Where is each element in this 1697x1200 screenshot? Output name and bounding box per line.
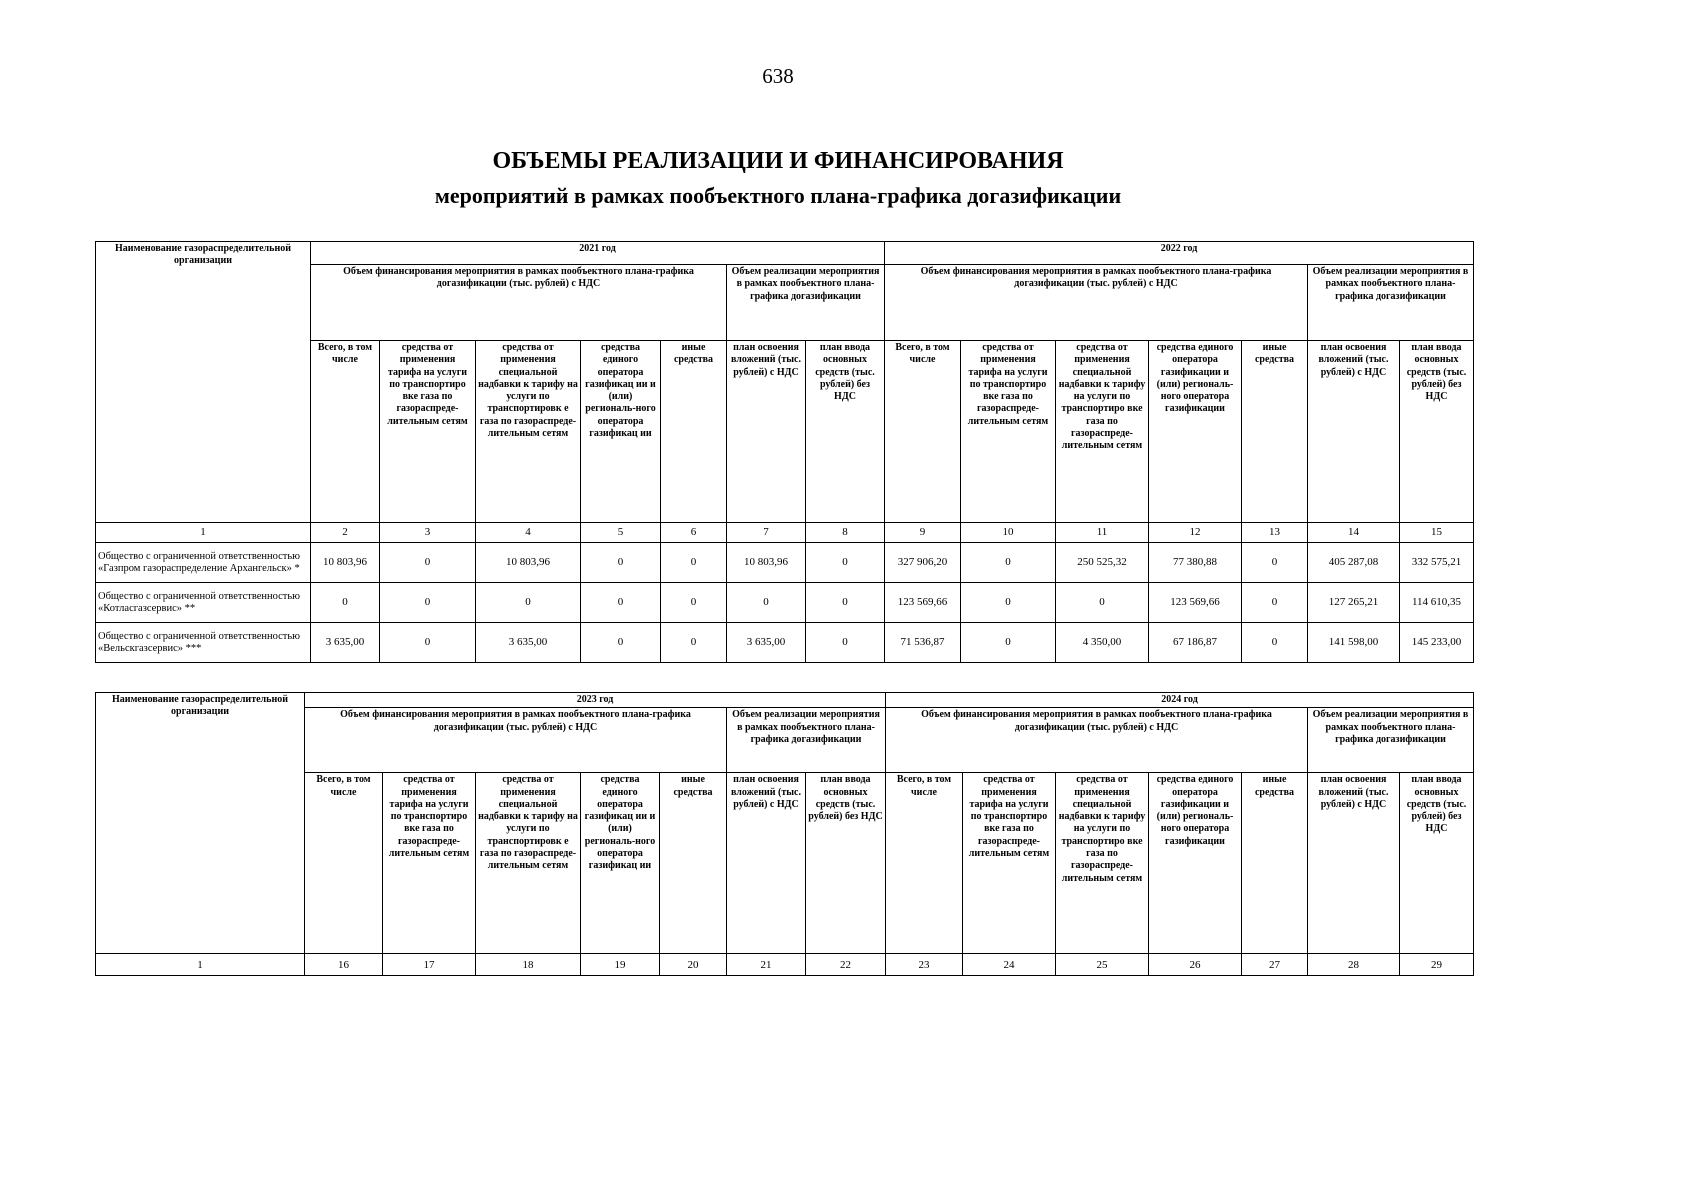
cell-value: 0 [581, 543, 661, 583]
cell-value: 10 803,96 [311, 543, 380, 583]
header-year: 2022 год [885, 242, 1474, 265]
column-number: 28 [1308, 954, 1400, 976]
header-col: Всего, в том числе [305, 773, 383, 954]
org-name: Общество с ограниченной ответственностью «Котласгазсервис» ** [96, 583, 311, 623]
cell-value: 0 [380, 583, 476, 623]
header-financing-group: Объем финансирования мероприятия в рамках пообъектного плана-графика догазификации (тыс. рублей) с НДС [311, 265, 727, 341]
cell-value: 4 350,00 [1056, 623, 1149, 663]
header-year: 2021 год [311, 242, 885, 265]
header-col: план освоения вложений (тыс. рублей) с НДС [1308, 341, 1400, 523]
cell-value: 0 [961, 623, 1056, 663]
header-col: Всего, в том числе [885, 341, 961, 523]
header-col: средства от применения специальной надбавки к тарифу на услуги по транспортировк е газа по газораспреде-лительным сетям [476, 773, 581, 954]
cell-value: 0 [1242, 623, 1308, 663]
cell-value: 0 [1056, 583, 1149, 623]
cell-value: 0 [806, 623, 885, 663]
header-financing-group: Объем финансирования мероприятия в рамках пообъектного плана-графика догазификации (тыс. рублей) с НДС [885, 265, 1308, 341]
cell-value: 0 [581, 583, 661, 623]
cell-value: 0 [661, 543, 727, 583]
cell-value: 3 635,00 [311, 623, 380, 663]
column-number: 25 [1056, 954, 1149, 976]
cell-value: 71 536,87 [885, 623, 961, 663]
header-col: иные средства [1242, 341, 1308, 523]
column-number: 26 [1149, 954, 1242, 976]
header-financing-group: Объем финансирования мероприятия в рамках пообъектного плана-графика догазификации (тыс. рублей) с НДС [886, 708, 1308, 773]
header-col: средства единого оператора газификац ии и (или) региональ-ного оператора газификац ии [581, 341, 661, 523]
column-number: 8 [806, 523, 885, 543]
header-col: средства единого оператора газификации и (или) региональ-ного оператора газификации [1149, 773, 1242, 954]
cell-value: 127 265,21 [1308, 583, 1400, 623]
header-col: средства от применения тарифа на услуги по транспортиро вке газа по газораспреде-лительным сетям [380, 341, 476, 523]
header-implementation-group: Объем реализации мероприятия в рамках пообъектного плана-графика догазификации [1308, 265, 1474, 341]
org-name: Общество с ограниченной ответственностью «Вельскгазсервис» *** [96, 623, 311, 663]
cell-value: 332 575,21 [1400, 543, 1474, 583]
header-col: план ввода основных средств (тыс. рублей) без НДС [1400, 341, 1474, 523]
cell-value: 0 [961, 543, 1056, 583]
column-number: 9 [885, 523, 961, 543]
table-row [96, 543, 1474, 583]
column-number: 23 [886, 954, 963, 976]
cell-value: 405 287,08 [1308, 543, 1400, 583]
cell-value: 0 [961, 583, 1056, 623]
column-number: 7 [727, 523, 806, 543]
column-number: 5 [581, 523, 661, 543]
column-number: 10 [961, 523, 1056, 543]
cell-value: 10 803,96 [727, 543, 806, 583]
header-col: план ввода основных средств (тыс. рублей) без НДС [806, 773, 886, 954]
column-number: 4 [476, 523, 581, 543]
header-col: средства от применения тарифа на услуги по транспортиро вке газа по газораспреде-лительным сетям [383, 773, 476, 954]
column-number: 21 [727, 954, 806, 976]
cell-value: 0 [661, 623, 727, 663]
cell-value: 0 [380, 623, 476, 663]
header-col: иные средства [661, 341, 727, 523]
header-col: средства от применения тарифа на услуги по транспортиро вке газа по газораспреде-лительным сетям [963, 773, 1056, 954]
column-number: 18 [476, 954, 581, 976]
header-implementation-group: Объем реализации мероприятия в рамках пообъектного плана-графика догазификации [1308, 708, 1474, 773]
financing-table-2023-2024 [95, 692, 1474, 976]
header-col: Всего, в том числе [311, 341, 380, 523]
org-name: Общество с ограниченной ответственностью «Газпром газораспределение Архангельск» * [96, 543, 311, 583]
column-number: 1 [96, 523, 311, 543]
header-col: средства от применения специальной надбавки к тарифу на услуги по транспортиро вке газа по газораспреде-лительным сетям [1056, 773, 1149, 954]
header-col: план ввода основных средств (тыс. рублей) без НДС [806, 341, 885, 523]
column-number: 3 [380, 523, 476, 543]
cell-value: 123 569,66 [1149, 583, 1242, 623]
cell-value: 3 635,00 [476, 623, 581, 663]
cell-value: 67 186,87 [1149, 623, 1242, 663]
cell-value: 0 [806, 583, 885, 623]
cell-value: 250 525,32 [1056, 543, 1149, 583]
header-col: средства единого оператора газификации и (или) региональ-ного оператора газификации [1149, 341, 1242, 523]
cell-value: 123 569,66 [885, 583, 961, 623]
header-col: иные средства [660, 773, 727, 954]
cell-value: 0 [476, 583, 581, 623]
column-number: 13 [1242, 523, 1308, 543]
page-number: 638 [762, 64, 794, 88]
column-number: 14 [1308, 523, 1400, 543]
table-row [96, 623, 1474, 663]
header-col: средства единого оператора газификац ии и (или) региональ-ного оператора газификац ии [581, 773, 660, 954]
column-number: 17 [383, 954, 476, 976]
page-subtitle: мероприятий в рамках пообъектного плана-графика догазификации [434, 183, 1122, 208]
column-number-row [96, 954, 1474, 976]
cell-value: 0 [311, 583, 380, 623]
column-number: 12 [1149, 523, 1242, 543]
column-number: 19 [581, 954, 660, 976]
header-col: план ввода основных средств (тыс. рублей) без НДС [1400, 773, 1474, 954]
column-number: 22 [806, 954, 886, 976]
column-number: 2 [311, 523, 380, 543]
header-org-name: Наименование газораспределительной организации [96, 242, 311, 523]
column-number: 1 [96, 954, 305, 976]
cell-value: 327 906,20 [885, 543, 961, 583]
header-implementation-group: Объем реализации мероприятия в рамках пообъектного плана-графика догазификации [727, 265, 885, 341]
cell-value: 0 [581, 623, 661, 663]
column-number: 6 [661, 523, 727, 543]
cell-value: 0 [727, 583, 806, 623]
header-col: план освоения вложений (тыс. рублей) с НДС [727, 773, 806, 954]
header-implementation-group: Объем реализации мероприятия в рамках пообъектного плана-графика догазификации [727, 708, 886, 773]
table-row [96, 583, 1474, 623]
cell-value: 0 [806, 543, 885, 583]
financing-table-2021-2022 [95, 241, 1474, 663]
column-number-row [96, 523, 1474, 543]
cell-value: 0 [1242, 543, 1308, 583]
column-number: 15 [1400, 523, 1474, 543]
cell-value: 77 380,88 [1149, 543, 1242, 583]
header-col: средства от применения тарифа на услуги по транспортиро вке газа по газораспреде-лительным сетям [961, 341, 1056, 523]
header-col: иные средства [1242, 773, 1308, 954]
header-year: 2024 год [886, 693, 1474, 708]
header-col: средства от применения специальной надбавки к тарифу на услуги по транспортировк е газа по газораспреде-лительным сетям [476, 341, 581, 523]
cell-value: 3 635,00 [727, 623, 806, 663]
cell-value: 0 [661, 583, 727, 623]
column-number: 11 [1056, 523, 1149, 543]
header-col: план освоения вложений (тыс. рублей) с НДС [1308, 773, 1400, 954]
header-year: 2023 год [305, 693, 886, 708]
cell-value: 141 598,00 [1308, 623, 1400, 663]
cell-value: 0 [1242, 583, 1308, 623]
cell-value: 0 [380, 543, 476, 583]
header-col: средства от применения специальной надбавки к тарифу на услуги по транспортирo вке газа по газораспреде-лительным сетям [1056, 341, 1149, 523]
header-financing-group: Объем финансирования мероприятия в рамках пообъектного плана-графика догазификации (тыс. рублей) с НДС [305, 708, 727, 773]
cell-value: 10 803,96 [476, 543, 581, 583]
cell-value: 145 233,00 [1400, 623, 1474, 663]
header-col: план освоения вложений (тыс. рублей) с НДС [727, 341, 806, 523]
column-number: 16 [305, 954, 383, 976]
column-number: 20 [660, 954, 727, 976]
cell-value: 114 610,35 [1400, 583, 1474, 623]
header-col: Всего, в том числе [886, 773, 963, 954]
column-number: 24 [963, 954, 1056, 976]
page-title: ОБЪЕМЫ РЕАЛИЗАЦИИ И ФИНАНСИРОВАНИЯ [492, 148, 1064, 174]
column-number: 27 [1242, 954, 1308, 976]
column-number: 29 [1400, 954, 1474, 976]
header-org-name: Наименование газораспределительной организации [96, 693, 305, 954]
